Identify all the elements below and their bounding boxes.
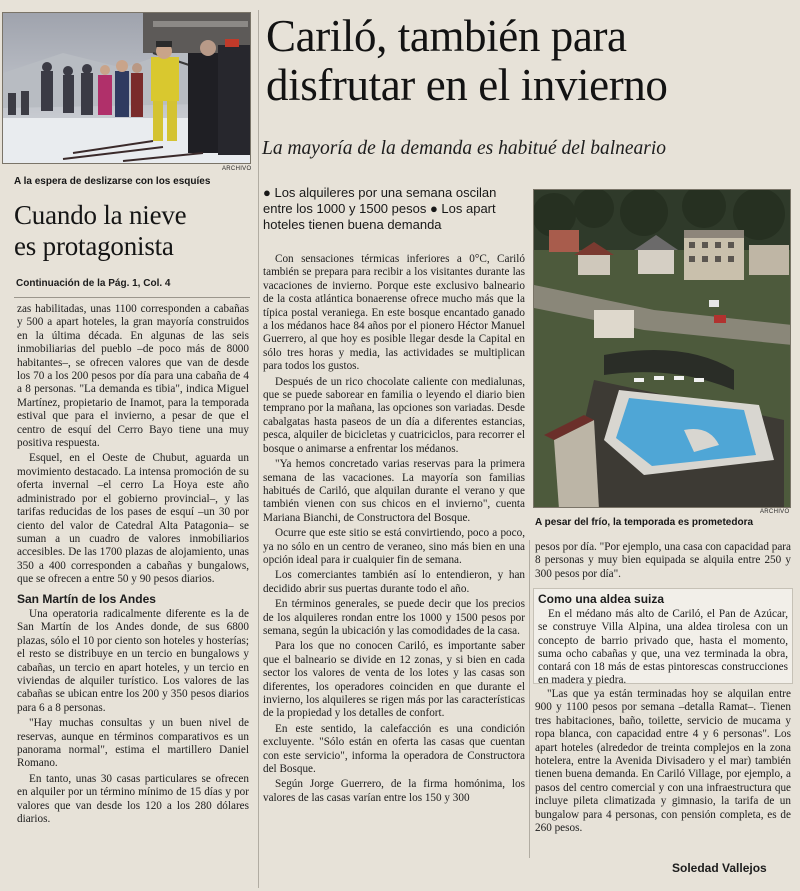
sidebar-rule bbox=[14, 297, 250, 298]
mid-paragraph: Después de un rico chocolate caliente con medialunas, que se puede saborear en familia o leyendo el diario bien temprano por la mañana, las opciones son variadas. Desde cabalgatas hasta paseos de un día a diferentes estancias, pesca, alquiler de bicicletas y cuatriciclos, para recorrer el bosque o animarse a enfrentar los médanos. bbox=[263, 375, 525, 455]
sidebar-title-line2: es protagonista bbox=[14, 231, 174, 261]
mid-body bbox=[263, 253, 525, 807]
aldea-suiza-text: En el médano más alto de Cariló, el Pan de Azúcar, se construye Villa Alpina, una aldea tirolesa con un concepto de barrio privado que, hasta el momento, suma ocho cabañas y que, una vez terminada la obra, contará con 18 más de estas pintorescas construcciones en madera y piedra. bbox=[538, 608, 788, 687]
right-paragraph: pesos por día. "Por ejemplo, una casa con capacidad para 8 personas y muy bien equipada se alquila entre 250 y 300 pesos por día". bbox=[535, 541, 791, 580]
mid-paragraph: Para los que no conocen Cariló, es importante saber que el balneario se divide en 12 zonas, y si bien en cada sector los valores de venta de los lotes y las casas son diferentes, los operadores coinciden en que durante el invierno, los alquileres se rigen más por las características de la propiedad y los detalles de confort. bbox=[263, 640, 525, 720]
sidebar-body bbox=[17, 303, 249, 828]
sidebar-subtitle: San Martín de los Andes bbox=[17, 591, 156, 606]
sidebar-title-line1: Cuando la nieve bbox=[14, 200, 187, 230]
headline-line1: Cariló, también para bbox=[266, 11, 627, 61]
resort-photo bbox=[533, 189, 791, 508]
mid-paragraph: Con sensaciones térmicas inferiores a 0°C, Cariló también se prepara para recibir a los visitantes durante las vacaciones de invierno. Porque este exclusivo balneario de la costa atlántica bonaerense ofrece mucho más que la típica postal veraniega. En este bosque encantado ganado a los médanos hace 84 años por el pionero Héctor Manuel Guerrero, al que hoy es posible llegar desde la Capital en sólo tres horas y media, las actividades se multiplican para todos los gustos. bbox=[263, 253, 525, 373]
main-headline bbox=[266, 12, 668, 110]
right-paragraph: "Las que ya están terminadas hoy se alquilan entre 900 y 1100 pesos por semana –detalla Ramat–. Tienen tres habitaciones, baño, toilette, servicio de mucama y ropa blanca, con capacidad entre 4 y 6 personas". Los apart hoteles (alrededor de treinta complejos en la zona hotelera, entre la Avenida Divisadero y el mar) también tienen buena demanda. En Cariló Village, por ejemplo, a pasos del centro comercial y con una infraestructura que incluye pileta climatizada y gimnasio, la tarifa de un bungalow para 4 personas, con pensión completa, es de 260 pesos. bbox=[535, 688, 791, 835]
mid-paragraph: Según Jorge Guerrero, de la firma homónima, los valores de las casas varían entre los 150 y 300 bbox=[263, 778, 525, 804]
sidebar-paragraph: Una operatoria radicalmente diferente es la de San Martín de los Andes donde, de sus 6800 plazas, sólo el 10 por ciento son hoteles y hosterías; el resto se distribuye en un tercio en bungalows y cabañas, un tercio en apart hoteles, y un tercio en viviendas de alquiler turístico. Los valores de las cabañas se ubican entre los 200 y 350 pesos diarios para 6 a 8 personas. bbox=[17, 607, 249, 714]
mid-paragraph: En términos generales, se puede decir que los precios de los alquileres rondan entre los 1000 y 1500 pesos por semana, según la ubicación y las comodidades de la casa. bbox=[263, 598, 525, 637]
column-divider bbox=[258, 10, 259, 888]
sidebar-paragraph: zas habilitadas, unas 1100 corresponden a cabañas y 500 a apart hoteles, la gran mayoría construidos en la última década. En algunas de las seis inmobiliarias del pueblo –de poco más de 8000 habitantes–, se ofrecen valores que van de desde los 70 a los 200 pesos por día para una cabaña de 4 a 8 personas. "La demanda es tibia", indica Miguel Martínez, propietario de Inamot, para la temporada estival que para el invierno, a pesar de que el centro de esquí del Cerro Bayo tiene una muy positiva respuesta. bbox=[17, 303, 249, 450]
mid-paragraph: Los comerciantes también así lo entendieron, y han decidido abrir sus puertas durante todo el año. bbox=[263, 569, 525, 595]
sidebar-paragraph: "Hay muchas consultas y un buen nivel de reservas, aunque en términos comparativos es un panorama normal", estima el martillero Daniel Romano. bbox=[17, 717, 249, 770]
aldea-suiza-title: Como una aldea suiza bbox=[538, 592, 665, 606]
ski-photo-image bbox=[3, 13, 251, 164]
byline: Soledad Vallejos bbox=[672, 861, 767, 875]
resort-photo-credit: ARCHIVO bbox=[760, 509, 790, 515]
headline-line2: disfrutar en el invierno bbox=[266, 60, 668, 110]
sidebar-title bbox=[14, 200, 186, 262]
ski-photo-caption: A la espera de deslizarse con los esquíes bbox=[14, 176, 211, 187]
mid-paragraph: Ocurre que este sitio se está convirtiendo, poco a poco, ya no sólo en un centro de veraneo, sino más bien en una opción ideal para ir cualquier fin de semana. bbox=[263, 527, 525, 566]
right-body-bottom bbox=[535, 688, 791, 837]
sidebar-paragraph: En tanto, unas 30 casas particulares se ofrecen en alquiler por un término mínimo de 15 días y por valores que van desde los 120 a los 280 dólares diarios. bbox=[17, 772, 249, 826]
resort-photo-image bbox=[534, 190, 791, 508]
resort-photo-caption: A pesar del frío, la temporada es prometedora bbox=[535, 517, 754, 528]
ski-photo bbox=[2, 12, 251, 164]
sidebar-paragraph: Esquel, en el Oeste de Chubut, aguarda un movimiento destacado. La intensa promoción de su oferta invernal –el cerro La Hoya este año administrado por el gobierno provincial–, y las tarifas reducidas de los pases de esquí –un 30 por ciento del valor de Catedral Alta Patagonia– se suman a un cuadro de valores inmobiliarios accesibles. De las 1700 plazas de alojamiento, unas 350 a 400 corresponden a cabañas y bungalows, que se ofrecen a entre 50 y 90 pesos diarios. bbox=[17, 452, 249, 586]
right-body-top bbox=[535, 541, 791, 583]
ski-photo-credit: ARCHIVO bbox=[222, 166, 252, 172]
mid-paragraph: "Ya hemos concretado varias reservas para la primera semana de las vacaciones. La mayoría son familias habitués de Cariló, que alquilan durante el verano y que también vienen con sus chicos en el invierno", cuenta Mariana Bianchi, de Constructora del Bosque. bbox=[263, 458, 525, 524]
column-divider bbox=[529, 540, 530, 858]
headline-subhead: La mayoría de la demanda es habitué del balneario bbox=[262, 138, 667, 159]
aldea-suiza-box bbox=[533, 588, 793, 687]
mid-paragraph: En este sentido, la calefacción es una condición excluyente. "Sólo están en oferta las casas que cuentan con este servicio", informa la operadora de Constructora del Bosque. bbox=[263, 722, 525, 776]
headline-bullets: ● Los alquileres por una semana oscilan entre los 1000 y 1500 pesos ● Los apart hoteles tienen buena demanda bbox=[263, 185, 497, 233]
sidebar-continuation: Continuación de la Pág. 1, Col. 4 bbox=[16, 278, 171, 289]
